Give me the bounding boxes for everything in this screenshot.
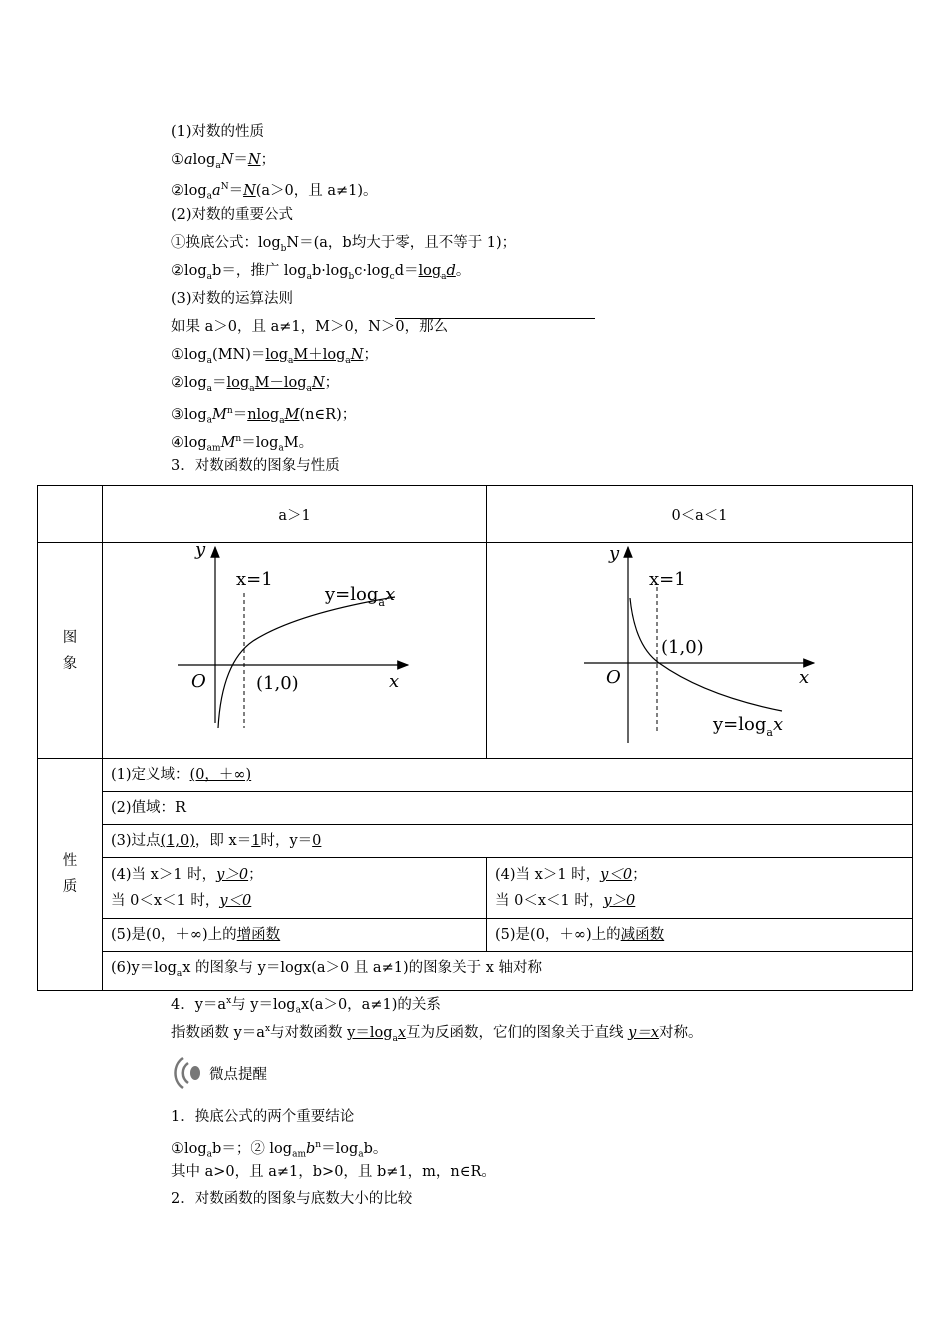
prop-2: $②\log_aa^N=N(a>0$，且 a≠1)。 [171,182,378,202]
monotonic-row-decreasing: (5)是(0，＋∞)上的减函数 [487,919,913,952]
graph-row-label: 图 象 [38,543,103,759]
log-function-table [37,485,913,991]
graph-decreasing-svg [487,543,912,758]
section4-body: 指数函数 $y=a^x$与对数函数 $y=\log_ax$互为反函数，它们的图象关于直线 y＝x对称。 [171,1024,703,1044]
sign-row-increasing: (4)当 x＞1 时，y＞0； 当 0＜x＜1 时，y＜0 [103,858,487,919]
rule-4: $④\log_{am}M^n=\log_aM$。 [171,434,314,454]
rules-title: (3)对数的运算法则 [171,291,294,307]
rules-condition: 如果 a＞0，且 a≠1，M＞0，N＞0，那么 [171,319,449,335]
curve-label: $y=\log_ax$ [325,584,396,609]
range-row: (2)值域：R [103,792,913,825]
x-label: x [389,671,400,692]
header-a-lt-1: 0＜a＜1 [487,486,913,543]
sign-row-decreasing: (4)当 x＞1 时，y＜0； 当 0＜x＜1 时，y＞0 [487,858,913,919]
rule-2: $②\log_a=\log_aM-\log_aN$； [171,375,340,394]
formula-title: (2)对数的重要公式 [171,207,294,223]
log-curve-increasing [218,597,395,728]
props-title: (1)对数的性质 [171,124,265,140]
log-curve-decreasing [630,598,782,711]
hint-1-title: 1．换底公式的两个重要结论 [171,1109,355,1125]
hint-1-condition: 其中 a>0，且 a≠1，b>0，且 b≠1，m，n∈R。 [171,1164,496,1180]
section4-title: 4．$y=a^x$与 $y=\log_ax(a>0$，a≠1)的关系 [171,996,441,1016]
origin-label: O [191,671,206,692]
hint-header [171,1055,267,1091]
y-label: y [609,543,620,564]
corner-cell [38,486,103,543]
point-label: (1,0) [661,637,704,658]
y-label: y [195,543,206,560]
graph-increasing-svg [103,543,486,758]
formula-2: $②\log_ab=$，推广 $\log_ab\cdot\log_bc\cdot\log_cd=\log_ad$。 [171,263,471,282]
curve-label: $y=\log_ax$ [713,714,784,739]
vline-label: x=1 [236,569,273,590]
signal-icon [171,1055,201,1091]
hint-2-title: 2．对数函数的图象与底数大小的比较 [171,1191,413,1207]
rule-1: $①\log_a(MN)=\log_aM+\log_aN$； [171,347,378,366]
hint-1-formula: $①\log_ab=$；② $\log_{am}b^n=\log_ab$。 [171,1140,388,1160]
section3-title: 3．对数函数的图象与性质 [171,458,340,474]
symmetry-row: $(6)y=\log_ax$ 的图象与 y＝logx(a＞0 且 a≠1)的图象关于 x 轴对称 [103,952,913,991]
graph-increasing [103,543,487,759]
props-row-label: 性 质 [38,759,103,991]
point-label: (1,0) [256,673,299,694]
prop-1: ①alog$_a$N＝N； [171,152,276,171]
vline-label: x=1 [649,569,686,590]
rule-3: $③\log_aM^n=nlog_aM(n\in R)$； [171,406,357,426]
header-a-gt-1: a＞1 [103,486,487,543]
monotonic-row-increasing: (5)是(0，＋∞)上的增函数 [103,919,487,952]
hint-label: 微点提醒 [209,1066,267,1083]
x-label: x [799,667,810,688]
graph-decreasing [487,543,913,759]
formula-1: ①换底公式：$\log_bN=(a$，b均大于零，且不等于 1)； [171,235,517,254]
point-row: (3)过点(1,0)，即 x＝1时，y＝0 [103,825,913,858]
origin-label: O [606,667,621,688]
domain-row: (1)定义域：(0，＋∞) [103,759,913,792]
